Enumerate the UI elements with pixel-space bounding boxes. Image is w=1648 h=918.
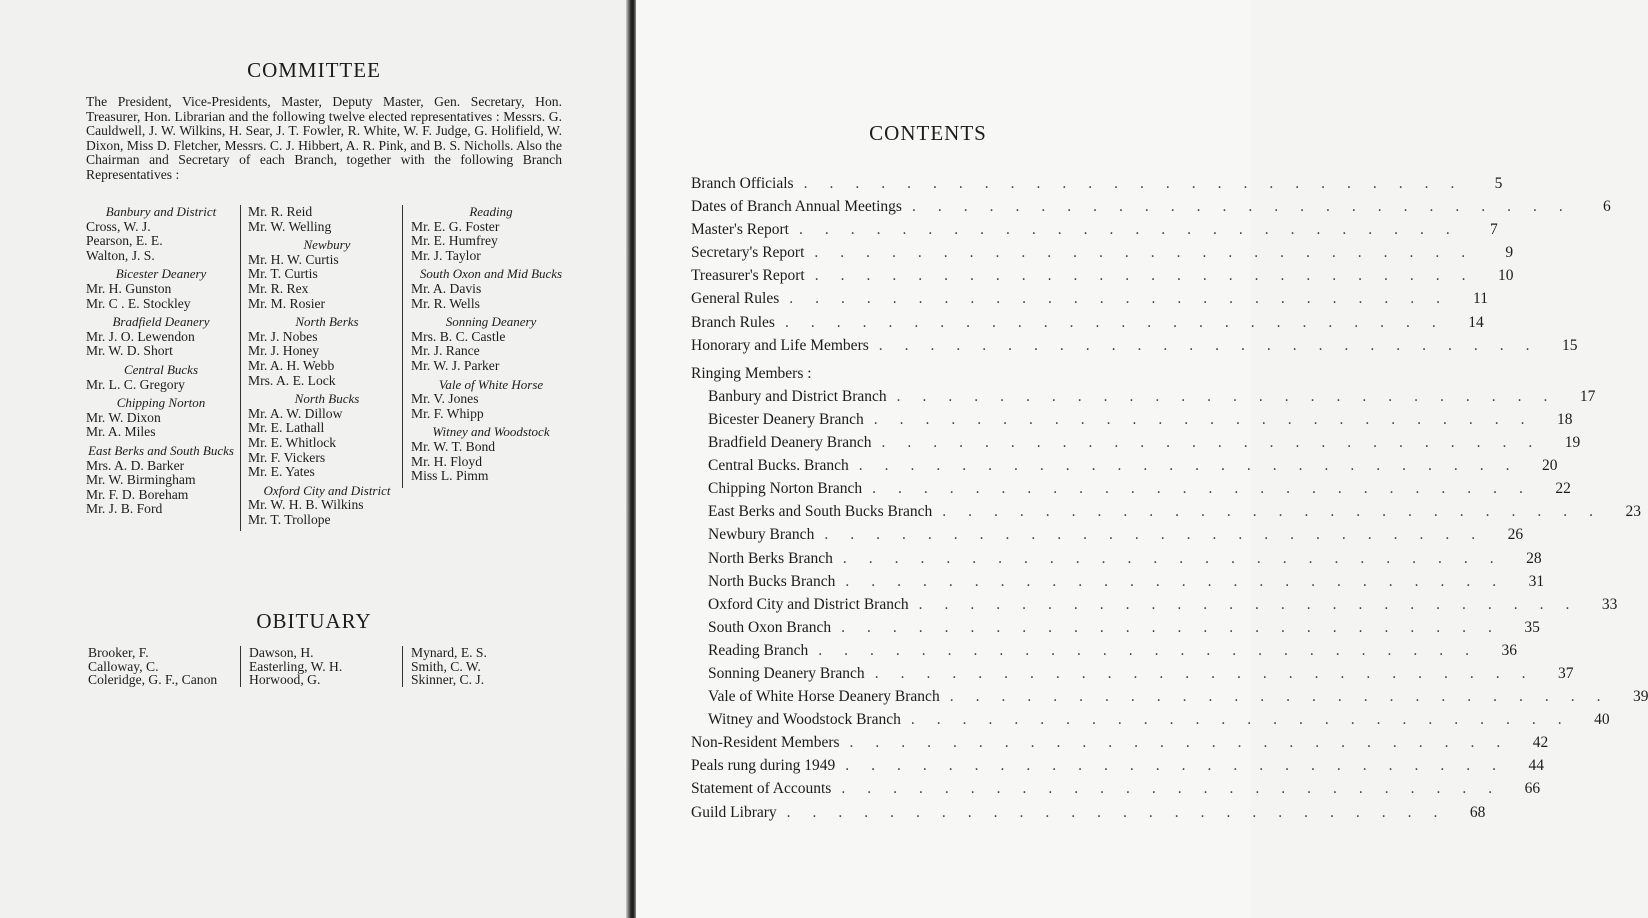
branch-name: Chipping Norton [116,395,206,411]
dot-leader: .......................... [818,641,1492,659]
contents-heading [691,365,1169,388]
contents-entry [691,549,1542,573]
contents-page-number: 6 [1602,198,1611,216]
branch-name: Sonning Deanery [445,314,537,330]
contents-entry-label: Dates of Branch Annual Meetings [691,198,902,216]
representative-name: Mr. E. Whitlock [248,434,337,450]
contents-page-number: 18 [1557,410,1573,428]
representative-name: Mr. A. Davis [411,280,482,296]
contents-entry [691,313,1484,337]
dot-leader: .......................... [803,175,1477,192]
contents-entry [691,664,1574,688]
dot-leader: .......................... [824,526,1498,544]
obituary-name: Brooker, F. [88,645,149,660]
contents-entry-label: Guild Library [691,803,777,821]
branch-group [86,315,236,359]
contents-entry [691,757,1544,780]
representative-name: Mr. H. W. Curtis [248,251,339,267]
representative-name: Mr. H. Floyd [411,453,483,469]
contents-page-number: 44 [1528,757,1544,775]
representative-name: Mr. V. Jones [411,391,479,407]
representative-name: Mrs. B. C. Castle [411,328,506,344]
representative-name: Mr. F. Vickers [248,449,326,465]
branch-group [411,267,571,311]
contents-entry [691,688,1648,711]
contents-page-number: 33 [1601,595,1618,613]
obituary-name: Horwood, G. [249,672,321,688]
obituary-name: Smith, C. W. [411,658,481,674]
contents-page-number: 66 [1524,780,1541,798]
contents-entry-label: Honorary and Life Members [691,336,869,354]
representative-name: Mr. E. Yates [248,464,315,480]
dot-leader: .......................... [881,434,1555,452]
contents-entry-label: North Bucks Branch [708,572,836,590]
contents-page-number: 36 [1501,641,1518,659]
branch-name: Newbury [303,237,351,253]
dot-leader: .......................... [896,387,1570,405]
dot-leader: .......................... [878,336,1552,354]
contents-entry [691,572,1545,596]
obituary-column-3 [402,646,561,687]
contents-entry-label: Central Bucks. Branch [708,457,849,475]
contents-entry-label: Chipping Norton Branch [708,480,863,498]
representative-name: Mrs. A. D. Barker [86,457,185,473]
branch-group [411,315,571,373]
contents-entry-label: Oxford City and District Branch [708,595,909,613]
representative-name: Mr. E. Lathall [248,420,325,436]
branch-group [411,425,571,483]
representative-name: Mr. R. Reid [248,204,313,219]
contents-entry-label: Treasurer's Report [691,267,805,285]
dot-leader: .......................... [849,734,1523,752]
representative-name: Mr. M. Rosier [248,295,326,311]
contents-page-number: 15 [1562,336,1578,354]
contents-page-number: 31 [1528,572,1545,590]
representative-name: Mr. H. Gunston [86,280,172,296]
contents-entry [691,734,1549,757]
branch-name: Bradfield Deanery [112,314,210,330]
branch-name: East Berks and South Bucks [88,442,234,458]
dot-leader: .......................... [911,198,1585,216]
contents-entry [691,244,1514,267]
representative-name: Miss L. Pimm [411,468,489,484]
branch-group [86,363,236,392]
representative-name: Mr. R. Rex [248,280,309,296]
contents-entry [691,457,1558,480]
representative-name: Mr. W. Welling [248,218,332,234]
representatives-column-3 [402,205,571,488]
contents-page-number: 40 [1594,711,1610,729]
contents-entry-label: Branch Officials [691,175,794,192]
contents-entry-label: Witney and Woodstock Branch [708,711,901,729]
contents-entry [691,267,1514,290]
dot-leader: .......................... [845,757,1518,775]
contents-entry-label: Sonning Deanery Branch [708,664,865,682]
contents-page-number: 5 [1494,175,1503,192]
contents-page-number: 10 [1497,267,1514,285]
contents-entry [691,410,1573,434]
committee-title: COMMITTEE [247,58,381,82]
representative-name: Mr. J. Rance [411,343,480,359]
contents-page-number: 26 [1507,526,1524,544]
contents-entry-label: Ringing Members : [691,364,812,382]
contents-entry-label: Branch Rules [691,313,775,331]
contents-entry-label: North Berks Branch [708,549,833,567]
contents-page-number: 22 [1555,480,1571,498]
contents-entry [691,503,1642,526]
branch-group [86,205,236,263]
contents-entry [691,480,1571,503]
dot-leader: .......................... [845,572,1519,590]
contents-page-number: 68 [1469,803,1486,821]
obituary-name: Mynard, E. S. [411,645,487,660]
representative-name: Mr. E. Humfrey [411,233,498,249]
dot-leader: .......................... [814,267,1488,285]
contents-page-number: 7 [1489,221,1498,239]
contents-entry [691,387,1596,411]
dot-leader: .......................... [942,503,1616,521]
dot-leader: .......................... [910,711,1584,729]
obituary-title: OBITUARY [256,609,372,633]
representative-name: Mr. R. Wells [411,295,480,311]
representative-name: Mrs. A. E. Lock [248,372,336,388]
obituary-column-1 [88,646,238,687]
branch-name: Central Bucks [123,361,198,377]
branch-group [86,267,236,311]
representative-name: Mr. J. Taylor [411,247,481,263]
contents-entry-label: Bradfield Deanery Branch [708,434,872,452]
dot-leader: .......................... [814,244,1488,262]
representative-name: Mr. W. J. Parker [411,357,500,373]
representative-name: Mr. C . E. Stockley [86,295,191,311]
representative-name: Pearson, E. E. [86,233,163,249]
contents-page-number: 9 [1505,244,1514,262]
contents-list [691,175,1648,827]
contents-title: CONTENTS [869,121,987,145]
dot-leader: .......................... [949,688,1623,706]
contents-page-number: 11 [1473,290,1488,308]
branch-group [248,238,406,311]
representative-name: Mr. W. H. B. Wilkins [248,497,364,513]
obituary-name: Dawson, H. [249,645,314,660]
committee-intro: The President, Vice-Presidents, Master, Deputy Master, Gen. Secretary, Hon. Treasurer, Hon. Librarian and the following twelve elected representatives : Messrs. G. Cauldwell, J. W. Wilkins, H. Sear, J. T. Fowler, R. White, W. F. Judge, G. Holifield, W. Dixon, Miss D. Fletcher, Messrs. C. J. Hibbert, A. R. Pink, and B. S. Nicholls. Also the Chairman and Secretary of each Branch, together with the following Branch Representatives : [86,94,562,182]
dot-leader: .......................... [858,457,1532,475]
representative-name: Mr. W. D. Short [86,343,173,359]
representative-name: Cross, W. J. [86,218,151,234]
contents-page-number: 14 [1468,313,1484,331]
contents-entry [691,290,1488,313]
contents-entry-label: South Oxon Branch [708,618,832,636]
contents-entry-label: Bicester Deanery Branch [708,410,864,428]
contents-entry [691,175,1503,198]
branch-group [411,378,571,422]
branch-group [86,396,236,440]
representative-name: Mr. W. T. Bond [411,438,496,454]
branch-group [248,484,406,528]
contents-page-number: 35 [1524,618,1540,636]
contents-entry [691,198,1611,221]
representative-name: Mr. W. Dixon [86,409,161,425]
dot-leader: .......................... [841,780,1515,798]
contents-entry-label: Statement of Accounts [691,780,832,798]
branch-name: Vale of White Horse [438,376,544,392]
contents-page-number: 23 [1625,503,1642,521]
contents-entry-label: Secretary's Report [691,244,805,262]
contents-entry-label: Master's Report [691,221,789,239]
branch-name: Oxford City and District [263,482,391,498]
representative-name: Mr. J. B. Ford [86,501,163,517]
contents-entry [691,618,1540,642]
contents-entry [691,803,1486,827]
dot-leader: .......................... [874,664,1548,682]
branch-name: North Berks [295,314,359,330]
contents-page-number: 28 [1526,549,1542,567]
contents-entry [691,434,1581,457]
contents-entry-label: Reading Branch [708,641,809,659]
contents-page-number: 42 [1532,734,1549,752]
obituary-name: Coleridge, G. F., Canon [88,672,218,688]
contents-entry-label: Banbury and District Branch [708,387,887,405]
contents-page-number: 20 [1542,457,1558,475]
representative-name: Mr. F. D. Boreham [86,486,189,502]
contents-page-number: 39 [1632,688,1648,706]
dot-leader: .......................... [841,618,1514,636]
representative-name: Mr. A. Miles [86,424,156,440]
contents-page-number: 37 [1557,664,1574,682]
dot-leader: .......................... [786,803,1460,821]
representative-name: Mr. W. Birmingham [86,472,196,488]
branch-group [86,444,236,517]
branch-group [411,205,571,263]
obituary-name: Easterling, W. H. [249,658,343,674]
branch-group [248,205,406,234]
contents-entry-label: Vale of White Horse Deanery Branch [708,688,940,706]
representative-name: Mr. L. C. Gregory [86,376,185,392]
representative-name: Mr. E. G. Foster [411,218,500,234]
branch-name: Banbury and District [105,204,217,219]
obituary-name: Skinner, C. J. [411,672,485,688]
dot-leader: .......................... [872,480,1545,498]
representative-name: Mr. J. Honey [248,343,319,359]
branch-group [248,392,406,480]
dot-leader: .......................... [789,290,1462,308]
representatives-column-1 [86,205,236,521]
dot-leader: .......................... [918,595,1592,613]
branch-name: North Bucks [294,391,360,407]
representative-name: Mr. J. O. Lewendon [86,328,195,344]
branch-name: Reading [469,204,513,219]
contents-entry [691,595,1618,619]
contents-entry-label: Peals rung during 1949 [691,757,836,775]
representatives-column-2 [240,205,406,531]
contents-entry [691,711,1610,734]
representative-name: Mr. T. Trollope [248,511,331,527]
contents-page-number: 19 [1564,434,1581,452]
contents-entry [691,780,1541,803]
left-page [0,0,628,918]
branch-group [248,315,406,388]
branch-name: Witney and Woodstock [432,424,550,440]
contents-entry-label: General Rules [691,290,780,308]
representative-name: Mr. J. Nobes [248,328,318,344]
representative-name: Mr. T. Curtis [248,266,318,282]
dot-leader: .......................... [784,313,1458,331]
obituary-column-2 [240,646,409,687]
contents-page-number: 17 [1579,387,1596,405]
contents-entry [691,221,1498,244]
dot-leader: .......................... [842,549,1516,567]
representative-name: Mr. A. W. Dillow [248,405,343,421]
obituary-name: Calloway, C. [88,658,159,674]
contents-entry [691,641,1518,665]
dot-leader: .......................... [798,221,1472,239]
contents-entry-label: East Berks and South Bucks Branch [708,503,933,521]
contents-entry [691,336,1578,360]
representative-name: Mr. A. H. Webb [248,357,335,373]
branch-name: South Oxon and Mid Bucks [419,266,563,282]
representative-name: Mr. F. Whipp [411,405,484,421]
contents-entry-label: Non-Resident Members [691,734,840,752]
contents-entry [691,526,1524,549]
contents-entry-label: Newbury Branch [708,526,815,544]
branch-name: Bicester Deanery [115,266,207,282]
dot-leader: .......................... [873,410,1547,428]
representative-name: Walton, J. S. [86,247,155,263]
